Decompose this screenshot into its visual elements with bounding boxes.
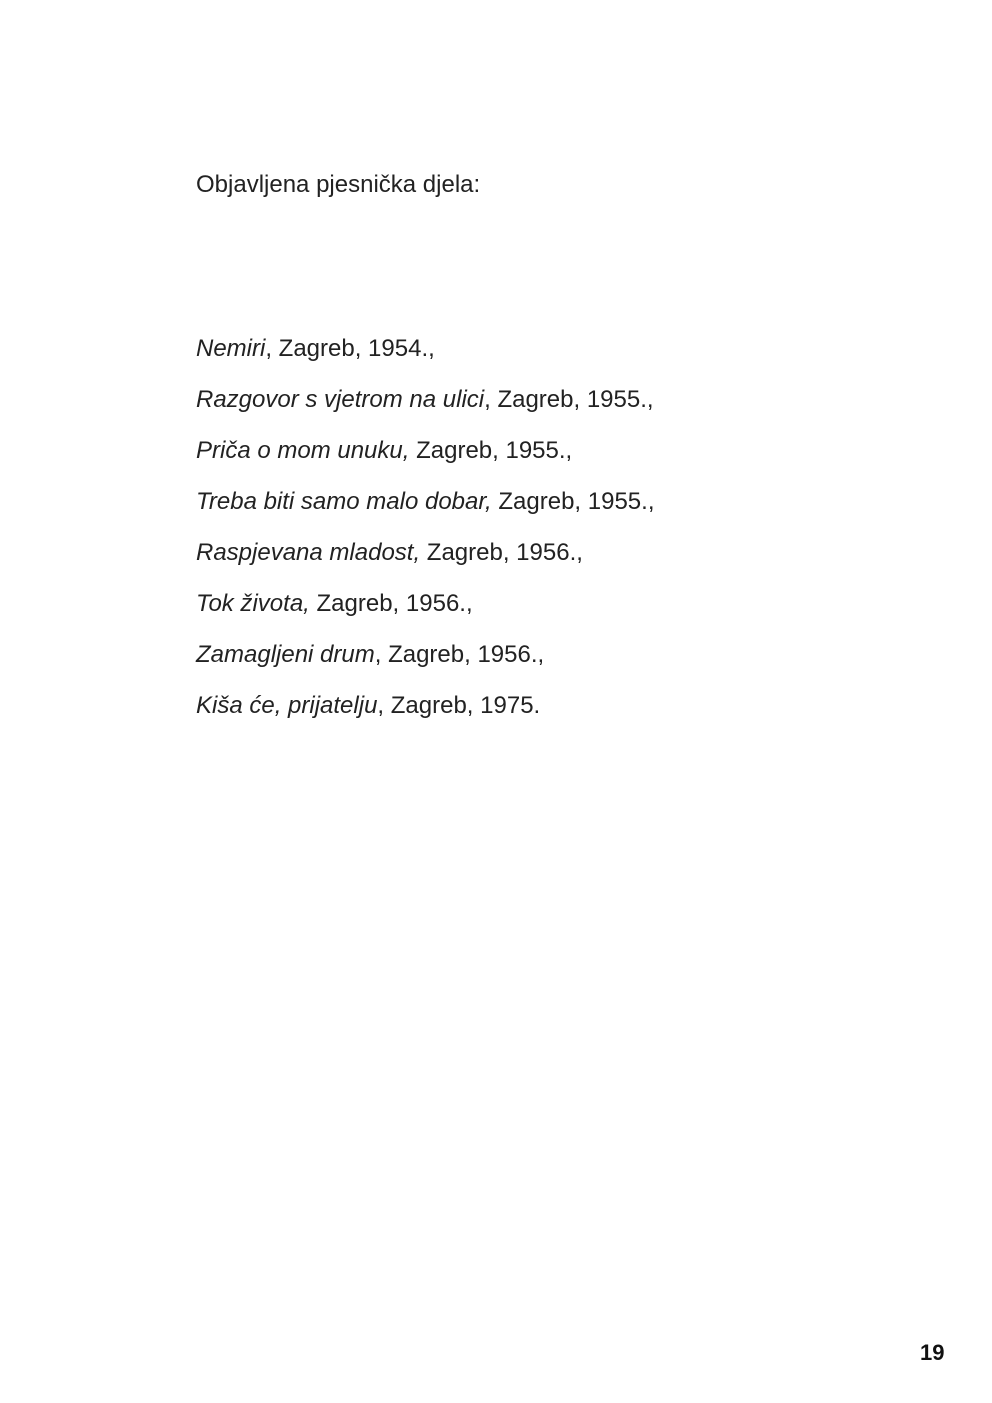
work-publication: Zagreb, 1955.,: [498, 488, 655, 515]
work-title: Razgovor s vjetrom na ulici: [196, 386, 485, 413]
work-publication: Zagreb, 1956.,: [426, 539, 583, 566]
list-item: [196, 487, 654, 538]
work-title: Nemiri: [196, 335, 266, 362]
work-publication: Zagreb, 1955.,: [416, 437, 573, 464]
list-item: [196, 538, 654, 589]
list-item: [196, 589, 654, 640]
work-title: Zamagljeni drum: [196, 641, 375, 668]
list-item: [196, 691, 654, 742]
work-title: Priča o mom unuku,: [196, 437, 410, 464]
separator: ,: [374, 641, 389, 668]
list-item: [196, 436, 654, 487]
work-title: Tok života,: [196, 590, 310, 617]
list-item: [196, 334, 654, 385]
work-title: Treba biti samo malo dobar,: [196, 488, 492, 515]
separator: ,: [484, 386, 498, 413]
work-publication: Zagreb, 1954.,: [278, 335, 435, 362]
list-item: [196, 385, 654, 436]
page-number: 19: [920, 1340, 945, 1365]
work-publication: Zagreb, 1956.,: [316, 590, 473, 617]
separator: ,: [265, 335, 279, 362]
work-publication: Zagreb, 1975.: [390, 692, 541, 719]
work-publication: Zagreb, 1956.,: [388, 641, 545, 668]
works-list: [196, 334, 654, 742]
separator: ,: [377, 692, 391, 719]
separator: [310, 590, 317, 617]
work-title: Raspjevana mladost,: [196, 539, 421, 566]
list-item: [196, 640, 654, 691]
separator: [420, 539, 427, 566]
work-title: Kiša će, prijatelju: [196, 692, 378, 719]
work-publication: Zagreb, 1955.,: [497, 386, 654, 413]
section-heading: Objavljena pjesnička djela:: [196, 171, 481, 198]
